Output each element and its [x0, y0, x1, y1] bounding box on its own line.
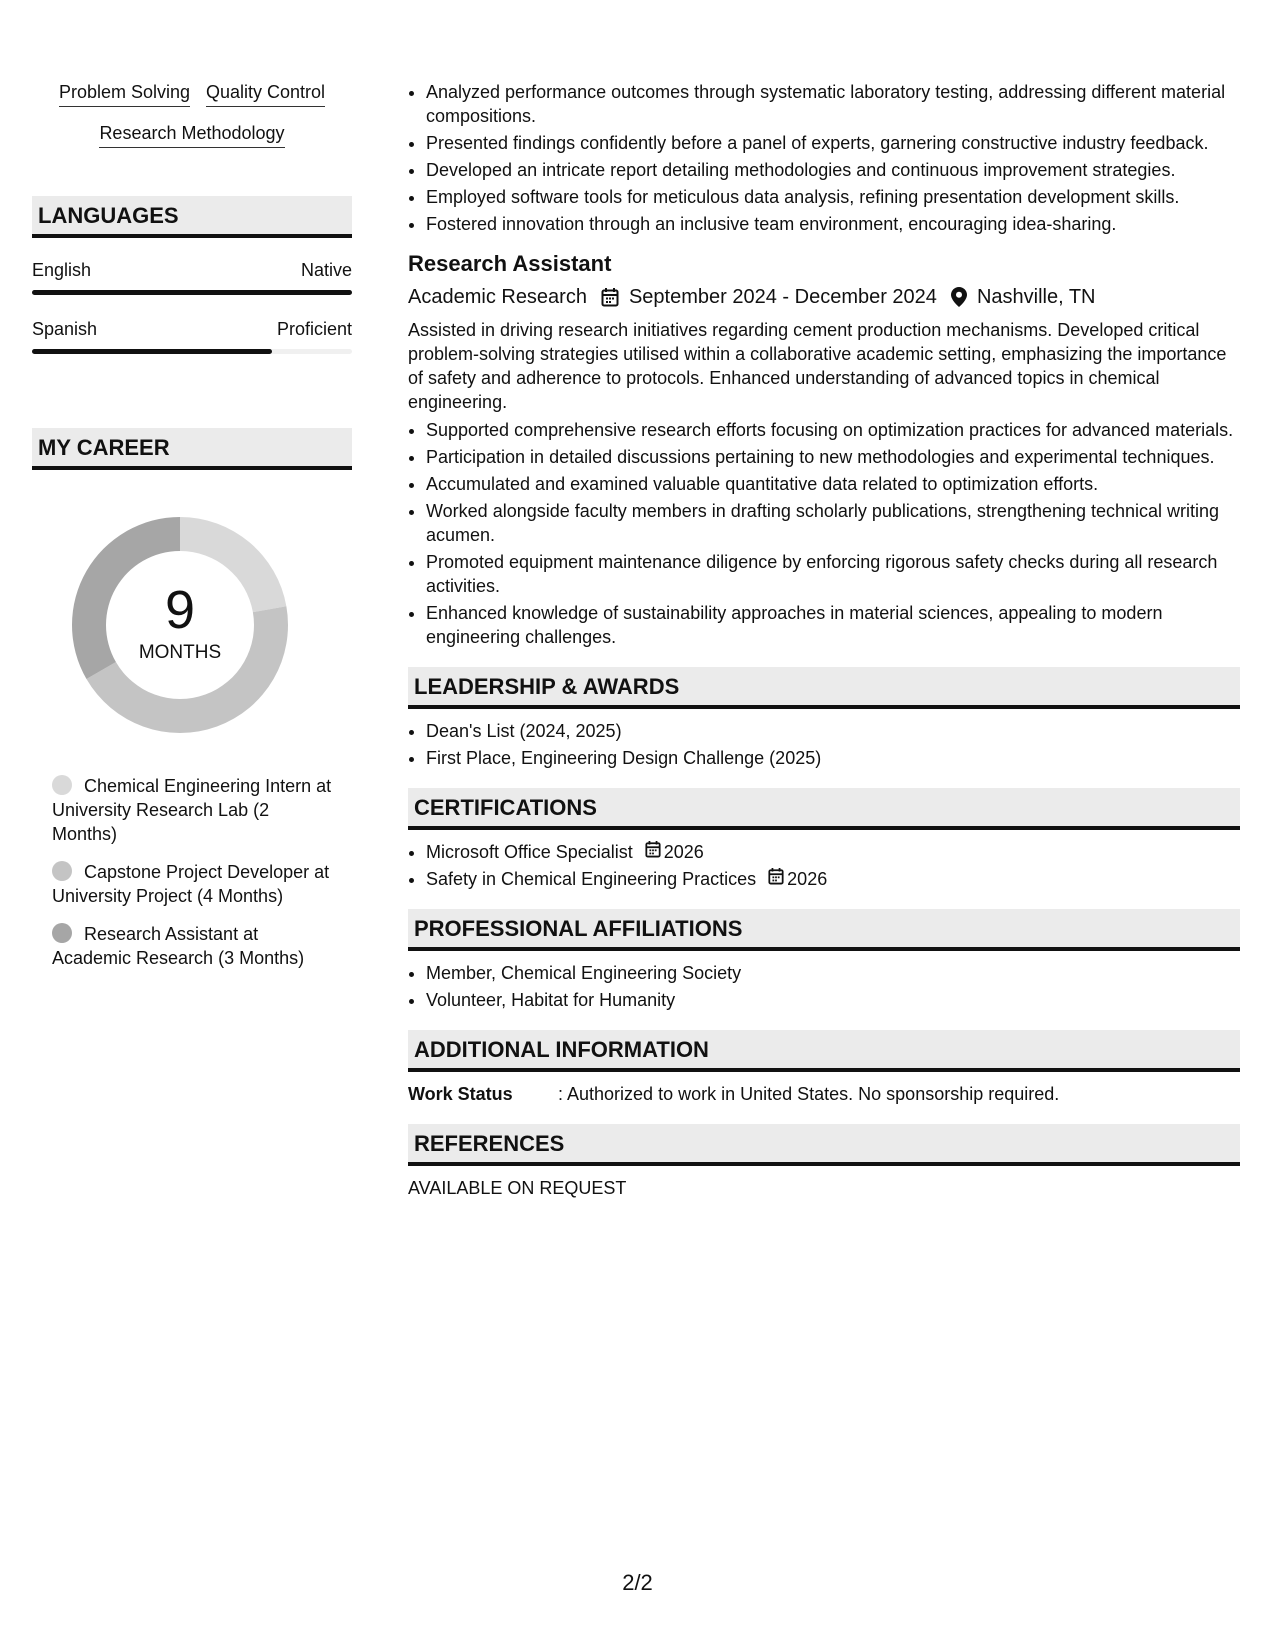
work-status-row — [408, 1082, 1240, 1106]
language-level: Native — [300, 260, 352, 280]
certification-year: 2026 — [663, 842, 704, 862]
job-title: Research Assistant — [408, 251, 612, 276]
list-item: • Promoted equipment maintenance diligence by enforcing rigorous safety checks during all research activities. — [426, 550, 1240, 598]
languages-header: LANGUAGES — [32, 196, 352, 238]
job-meta — [408, 284, 1240, 310]
career-legend-label: Research Assistant at Academic Research (3 Months) — [52, 924, 305, 968]
list-item: • Worked alongside faculty members in drafting scholarly publications, strengthening technical writing acumen. — [426, 499, 1240, 547]
career-header: MY CAREER — [32, 428, 352, 470]
list-item: • Supported comprehensive research efforts focusing on optimization practices for advanced materials. — [426, 418, 1240, 442]
job-description: Assisted in driving research initiatives regarding cement production mechanisms. Developed critical problem-solving strategies utilised within a collaborative academic setting, emphasizing the importance of safety and adherence to protocols. Enhanced understanding of advanced topics in chemical engineering. — [408, 320, 1227, 412]
job-dates: September 2024 - December 2024 — [628, 286, 937, 308]
language-proficiency-bar — [32, 349, 352, 354]
language-level: Proficient — [276, 319, 352, 339]
skills-list — [32, 80, 352, 148]
career-legend-item — [52, 860, 332, 908]
certifications-header: CERTIFICATIONS — [408, 788, 1240, 830]
career-total-unit: MONTHS — [138, 642, 222, 663]
references-text: AVAILABLE ON REQUEST — [408, 1178, 627, 1198]
leadership-list — [408, 719, 1240, 770]
previous-job-bullets — [408, 80, 1240, 236]
calendar-icon — [601, 287, 619, 307]
legend-dot-icon — [52, 923, 72, 943]
career-legend — [32, 774, 352, 970]
affiliations-header: PROFESSIONAL AFFILIATIONS — [408, 909, 1240, 951]
list-item: • Accumulated and examined valuable quantitative data related to optimization efforts. — [426, 472, 1240, 496]
certification-name: Safety in Chemical Engineering Practices — [426, 869, 757, 889]
list-item: • Dean's List (2024, 2025) — [426, 719, 1240, 743]
list-item: • Volunteer, Habitat for Humanity — [426, 988, 1240, 1012]
language-name: English — [32, 260, 92, 280]
work-status-label: Work Status — [408, 1084, 513, 1104]
list-item: • Developed an intricate report detailing methodologies and continuous improvement strategies. — [426, 158, 1240, 182]
list-item: • First Place, Engineering Design Challenge (2025) — [426, 746, 1240, 770]
language-item — [32, 258, 352, 295]
work-status-value: : Authorized to work in United States. No sponsorship required. — [558, 1084, 1060, 1104]
list-item: • Analyzed performance outcomes through systematic laboratory testing, addressing different material compositions. — [426, 80, 1240, 128]
certification-item — [426, 867, 1240, 891]
certification-item — [426, 840, 1240, 864]
job-company: Academic Research — [408, 286, 587, 308]
legend-dot-icon — [52, 861, 72, 881]
calendar-icon — [768, 867, 784, 891]
list-item: • Fostered innovation through an inclusive team environment, encouraging idea-sharing. — [426, 212, 1240, 236]
career-legend-item — [52, 774, 332, 846]
calendar-icon — [645, 840, 661, 864]
career-legend-item — [52, 922, 332, 970]
career-legend-label: Chemical Engineering Intern at University Research Lab (2 Months) — [52, 776, 332, 844]
job-bullets — [408, 418, 1240, 649]
language-item — [32, 317, 352, 354]
location-pin-icon — [951, 287, 967, 307]
language-proficiency-fill — [32, 290, 352, 295]
skill-tag: Research Methodology — [99, 121, 284, 148]
skill-tag: Quality Control — [206, 80, 325, 107]
language-name: Spanish — [32, 319, 98, 339]
certifications-list — [408, 840, 1240, 891]
list-item: • Participation in detailed discussions pertaining to new methodologies and experimental techniques. — [426, 445, 1240, 469]
leadership-header: LEADERSHIP & AWARDS — [408, 667, 1240, 709]
list-item: • Enhanced knowledge of sustainability approaches in material sciences, appealing to modern engineering challenges. — [426, 601, 1240, 649]
language-proficiency-bar — [32, 290, 352, 295]
language-proficiency-fill — [32, 349, 272, 354]
list-item: • Employed software tools for meticulous data analysis, refining presentation development skills. — [426, 185, 1240, 209]
career-legend-label: Capstone Project Developer at University Project (4 Months) — [52, 862, 330, 906]
skill-tag: Problem Solving — [59, 80, 190, 107]
career-donut-chart — [32, 512, 352, 738]
right-column — [408, 80, 1240, 1200]
references-header: REFERENCES — [408, 1124, 1240, 1166]
affiliations-list — [408, 961, 1240, 1012]
list-item: • Member, Chemical Engineering Society — [426, 961, 1240, 985]
job-location: Nashville, TN — [976, 286, 1096, 308]
legend-dot-icon — [52, 775, 72, 795]
list-item: • Presented findings confidently before a panel of experts, garnering constructive industry feedback. — [426, 131, 1240, 155]
certification-name: Microsoft Office Specialist — [426, 842, 633, 862]
certification-year: 2026 — [787, 869, 828, 889]
additional-info-header: ADDITIONAL INFORMATION — [408, 1030, 1240, 1072]
career-total-number: 9 — [164, 580, 196, 640]
page-number: 2/2 — [622, 1570, 653, 1595]
left-column — [32, 80, 352, 984]
